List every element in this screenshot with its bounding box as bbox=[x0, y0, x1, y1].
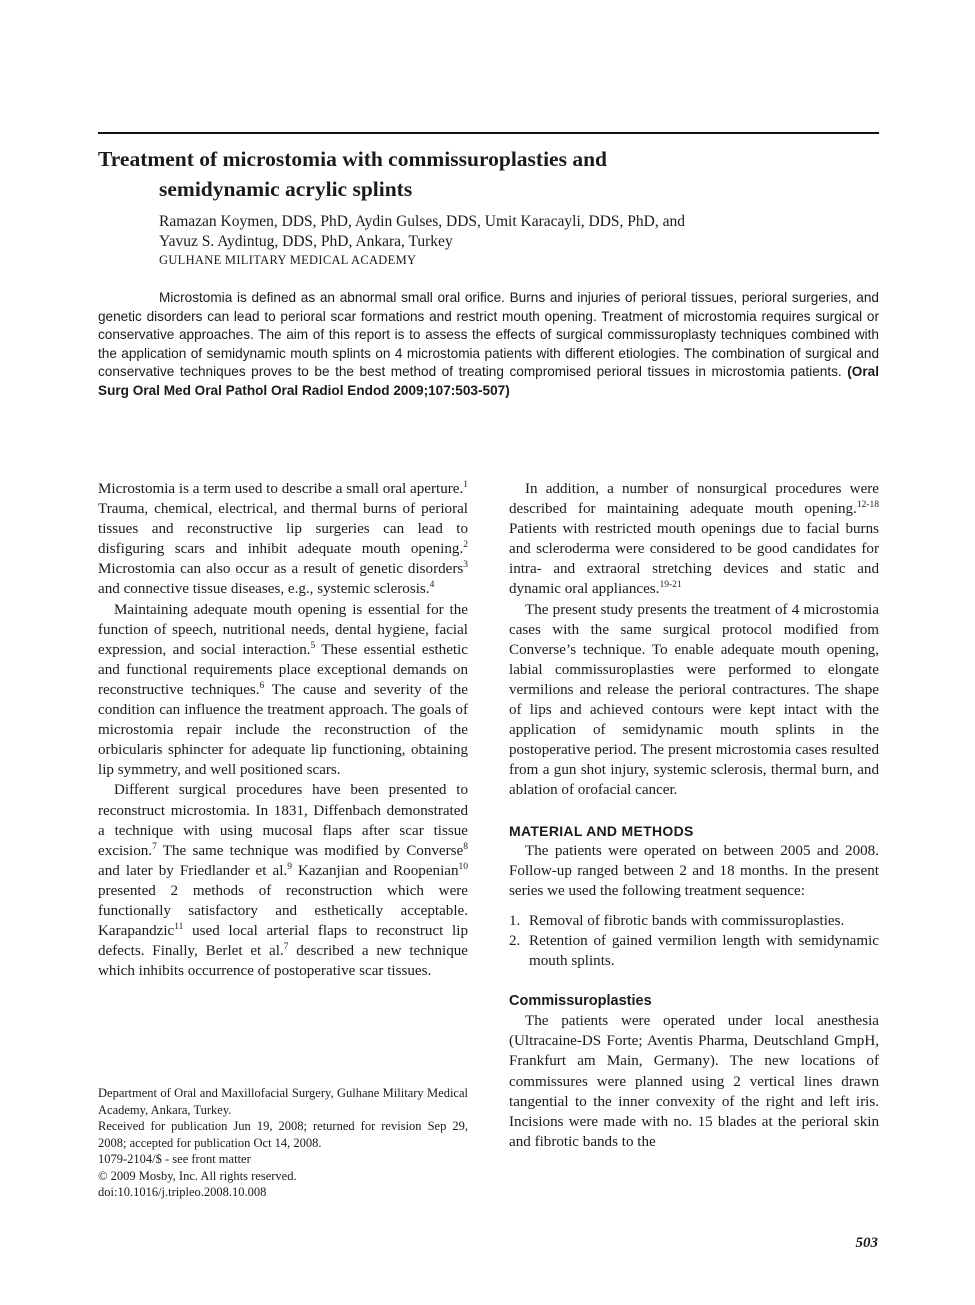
citation-ref: 7 bbox=[283, 942, 289, 953]
text-run: Maintaining adequate mouth opening is essential for the function of speech, nutritional needs, dental hygiene, facial expression, and social interaction. bbox=[98, 601, 468, 658]
article-title bbox=[98, 144, 879, 204]
authors-line-1: Ramazan Koymen, DDS, PhD, Aydin Gulses, DDS, Umit Karacayli, DDS, PhD, and bbox=[159, 213, 685, 230]
citation-ref: 3 bbox=[463, 560, 468, 571]
citation-ref: 8 bbox=[463, 841, 468, 852]
text-run: The present study presents the treatment of 4 microstomia cases with the same surgical protocol modified from Converse’s technique. To enable adequate mouth opening, labial commissuroplasties were performed to elongate vermilions and release the perioral contractures. The shape of lips and achieved contours were kept intact with the application of semidynamic mouth splints in the postoperative period. The present microstomia cases resulted from a gun shot injury, systemic sclerosis, thermal burn, and ablation of orofacial cancer. bbox=[509, 601, 879, 799]
text-run: The same technique was modified by Converse bbox=[156, 842, 464, 859]
body-paragraph bbox=[509, 841, 879, 901]
citation-ref: 12-18 bbox=[856, 500, 879, 511]
body-paragraph bbox=[98, 780, 468, 981]
text-run: Patients with restricted mouth openings due to facial burns and scleroderma were considered to be good candidates for intra- and extraoral stretching devices and static and dynamic oral appliances. bbox=[509, 521, 879, 598]
text-run: Microstomia can also occur as a result of genetic disorders bbox=[98, 561, 464, 578]
list-item bbox=[509, 931, 879, 971]
text-run: The patients were operated on between 2005 and 2008. Follow-up ranged between 2 and 18 months. In the present series we used the following treatment sequence: bbox=[509, 842, 879, 899]
text-run: Different surgical procedures have been presented to reconstruct microstomia. In 1831, Diffenbach demonstrated a technique with using mucosal flaps after scar tissue excision. bbox=[98, 782, 468, 859]
right-column bbox=[509, 479, 879, 1152]
body-paragraph bbox=[98, 600, 468, 781]
citation-ref: 4 bbox=[429, 580, 435, 591]
list-number: 2. bbox=[509, 932, 521, 949]
affiliation: GULHANE MILITARY MEDICAL ACADEMY bbox=[159, 253, 417, 267]
citation-ref: 19-21 bbox=[659, 580, 682, 591]
title-line-2: semidynamic acrylic splints bbox=[159, 177, 413, 201]
text-run: used local arterial flaps to reconstruct lip defects. Finally, Berlet et al. bbox=[98, 923, 468, 960]
text-run: Microstomia is a term used to describe a small oral aperture. bbox=[98, 481, 464, 497]
text-run: and later by Friedlander et al. bbox=[98, 862, 288, 879]
title-line-1: Treatment of microstomia with commissuroplasties and bbox=[98, 147, 607, 171]
authors-line-2: Yavuz S. Aydintug, DDS, PhD, Ankara, Turkey bbox=[159, 233, 453, 250]
citation-ref: 5 bbox=[310, 640, 316, 651]
list-text: Removal of fibrotic bands with commissuroplasties. bbox=[529, 912, 845, 929]
text-run: The patients were operated under local anesthesia (Ultracaine-DS Forte; Aventis Pharma, Deutschland GmpH, Frankfurt am Main, Germany). The new locations of commissures were planned using 2 vertical lines drawn tangential to the inner convexity of the right and left iris. Incisions were made with no. 15 blades at the perioral skin and fibrotic bands to the bbox=[509, 1013, 879, 1150]
footnote-doi: doi:10.1016/j.tripleo.2008.10.008 bbox=[98, 1185, 267, 1199]
text-run: The cause and severity of the condition can influence the treatment approach. The goals of microstomia repair include the reconstruction of the orbicularis sphincter for adequate lip functioning, obtaining lip symmetry, and well positioned scars. bbox=[98, 681, 468, 779]
list-item bbox=[509, 911, 879, 931]
footnote-issn: 1079-2104/$ - see front matter bbox=[98, 1152, 251, 1166]
body-paragraph bbox=[98, 479, 468, 600]
article-footnotes bbox=[98, 1085, 468, 1201]
list-text: Retention of gained vermilion length with semidynamic mouth splints. bbox=[529, 932, 879, 970]
text-run: Kazanjian and Roopenian bbox=[291, 862, 459, 879]
subsection-heading: Commissuroplasties bbox=[509, 993, 652, 1010]
body-paragraph bbox=[509, 600, 879, 801]
body-paragraph bbox=[509, 1011, 879, 1152]
abstract bbox=[98, 289, 879, 400]
section-heading: MATERIAL AND METHODS bbox=[509, 822, 694, 839]
text-run: Trauma, chemical, electrical, and thermal burns of perioral tissues and reconstructive lip surgeries can lead to disfiguring scars and inhibit adequate mouth opening. bbox=[98, 501, 468, 558]
left-column bbox=[98, 479, 468, 981]
footnote-department: Department of Oral and Maxillofacial Surgery, Gulhane Military Medical Academy, Ankara, Turkey. bbox=[98, 1086, 468, 1117]
footnote-copyright: © 2009 Mosby, Inc. All rights reserved. bbox=[98, 1168, 297, 1183]
abstract-paragraph bbox=[98, 289, 879, 400]
header-rule bbox=[98, 132, 879, 134]
citation-ref: 6 bbox=[259, 680, 265, 691]
page-number: 503 bbox=[855, 1235, 878, 1251]
text-run: presented 2 methods of reconstruction which were functionally satisfactory and esthetically acceptable. Karapandzic bbox=[98, 882, 468, 940]
author-list bbox=[159, 212, 859, 252]
text-run: These essential esthetic and functional requirements place exceptional demands on reconstructive techniques. bbox=[98, 641, 468, 698]
citation-ref: 2 bbox=[463, 540, 468, 551]
citation-ref: 7 bbox=[152, 841, 157, 852]
citation-ref: 1 bbox=[463, 480, 468, 490]
abstract-text: Microstomia is defined as an abnormal small oral orifice. Burns and injuries of perioral tissues, perioral surgeries, and genetic disorders can lead to perioral scar formations and restrict mouth opening. Treatment of microstomia requires surgical or conservative approaches. The aim of this report is to assess the effects of surgical commissuroplasty techniques combined with the application of semidynamic mouth splints on 4 microstomia patients with different etiologies. The combination of surgical and conservative techniques proves to be the best method of treating compromised perioral tissues in microstomia patients. bbox=[98, 290, 879, 379]
list-number: 1. bbox=[509, 912, 521, 929]
text-run: described a new technique which inhibits occurrence of postoperative scar tissues. bbox=[98, 943, 468, 980]
citation-ref: 9 bbox=[287, 861, 292, 872]
text-run: and connective tissue diseases, e.g., systemic sclerosis. bbox=[98, 581, 430, 598]
citation-ref: 10 bbox=[458, 861, 469, 872]
body-paragraph bbox=[509, 479, 879, 600]
citation-ref: 11 bbox=[174, 922, 184, 933]
abstract-citation: (Oral Surg Oral Med Oral Pathol Oral Radiol Endod 2009;107:503-507) bbox=[98, 364, 879, 398]
treatment-sequence-list bbox=[509, 911, 879, 971]
footnote-received: Received for publication Jun 19, 2008; returned for revision Sep 29, 2008; accepted for publication Oct 14, 2008. bbox=[98, 1119, 468, 1150]
text-run: In addition, a number of nonsurgical procedures were described for maintaining adequate mouth opening. bbox=[509, 481, 879, 518]
